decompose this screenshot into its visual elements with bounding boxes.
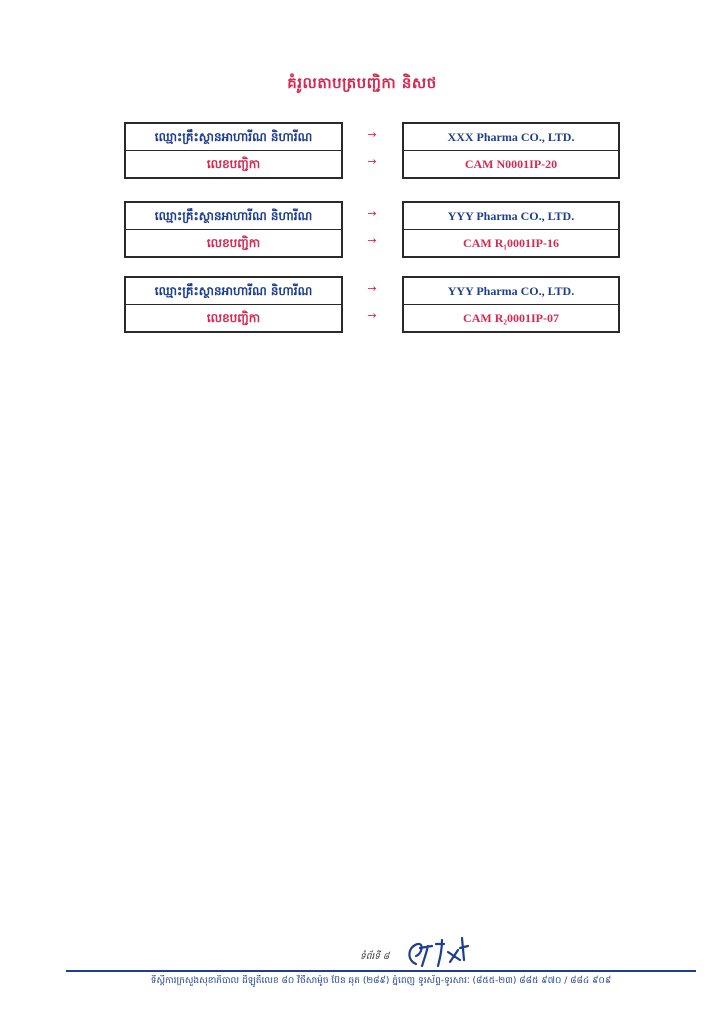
manufacturer-value: YYY Pharma CO., LTD. <box>404 278 618 305</box>
registration-group-3 <box>124 276 618 333</box>
manufacturer-value: YYY Pharma CO., LTD. <box>404 203 618 230</box>
label-box <box>124 201 343 258</box>
footer-address: ទីស្តីការក្រសួងសុខាភិបាល ដីឡូតិ៍លេខ ៨០ វិថីសាម៉ូច ប៊ែន ឆុត (២៨៩) ភ្នំពេញ ទូរស័ព្ទ-ទូរសារៈ (៨៥៥-២៣) ៨៨៥ ៩៧០ / ៨៨៤ ៩០៩ <box>150 976 612 986</box>
registration-label: លេខបញ្ជិកា <box>206 236 261 250</box>
registration-label: លេខបញ្ជិកា <box>206 157 261 171</box>
registration-value: CAM R₂0001IP-07 <box>463 311 559 325</box>
label-box <box>124 122 343 179</box>
value-box <box>402 122 620 179</box>
signature-mark <box>398 930 478 970</box>
registration-group-1 <box>124 122 618 179</box>
page-title: គំរូលតាបត្របញ្ជិកា និសថ <box>287 74 437 92</box>
arrow-right-icon: → <box>367 207 377 220</box>
arrow-right-icon: → <box>367 128 377 141</box>
manufacturer-value: XXX Pharma CO., LTD. <box>404 124 618 151</box>
registration-value: CAM R₁0001IP-16 <box>463 236 559 250</box>
arrow-right-icon: → <box>367 234 377 247</box>
arrow-right-icon: → <box>367 282 377 295</box>
page-number-label: ទំព័រទី ៨ <box>360 952 390 962</box>
value-box <box>402 276 620 333</box>
arrow-right-icon: → <box>367 309 377 322</box>
manufacturer-label: ឈ្មោះគ្រឹះស្ថានអាហារីណ និហារីណ <box>126 124 341 151</box>
registration-group-2 <box>124 201 618 258</box>
footer-divider <box>66 970 696 972</box>
label-box <box>124 276 343 333</box>
manufacturer-label: ឈ្មោះគ្រឹះស្ថានអាហារីណ និហារីណ <box>126 278 341 305</box>
arrow-right-icon: → <box>367 155 377 168</box>
value-box <box>402 201 620 258</box>
manufacturer-label: ឈ្មោះគ្រឹះស្ថានអាហារីណ និហារីណ <box>126 203 341 230</box>
registration-label: លេខបញ្ជិកា <box>206 311 261 325</box>
registration-value: CAM N0001IP-20 <box>464 157 558 171</box>
